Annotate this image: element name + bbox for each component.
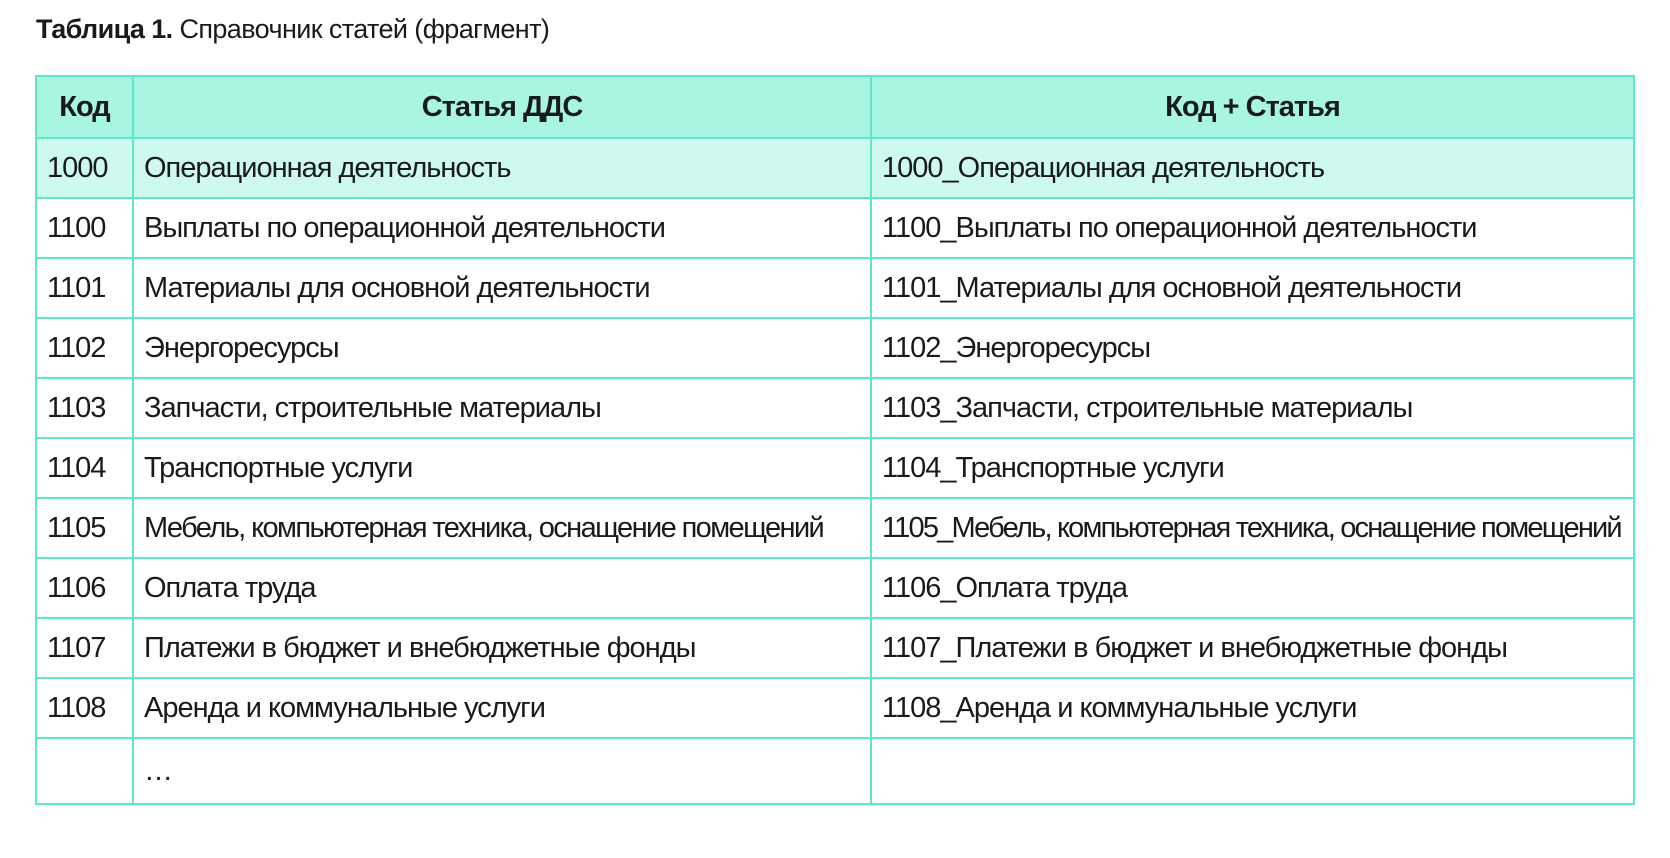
cell-article: Выплаты по операционной деятельности — [133, 198, 871, 258]
cell-code: 1100 — [36, 198, 133, 258]
header-article: Статья ДДС — [133, 76, 871, 138]
cell-code: 1102 — [36, 318, 133, 378]
cell-combined: 1108_Аренда и коммунальные услуги — [871, 678, 1634, 738]
cell-combined: 1000_Операционная деятельность — [871, 138, 1634, 198]
caption-text: Справочник статей (фрагмент) — [179, 14, 550, 44]
cell-combined: 1104_Транспортные услуги — [871, 438, 1634, 498]
header-code: Код — [36, 76, 133, 138]
table-row-ellipsis — [36, 738, 1634, 804]
cell-code: 1107 — [36, 618, 133, 678]
cell-code: 1101 — [36, 258, 133, 318]
cell-combined: 1106_Оплата труда — [871, 558, 1634, 618]
cell-article: Платежи в бюджет и внебюджетные фонды — [133, 618, 871, 678]
cell-article: Материалы для основной деятельности — [133, 258, 871, 318]
table-row — [36, 438, 1634, 498]
cell-article: Транспортные услуги — [133, 438, 871, 498]
table-row — [36, 318, 1634, 378]
cell-code-empty — [36, 738, 133, 804]
cell-code: 1108 — [36, 678, 133, 738]
cell-code: 1104 — [36, 438, 133, 498]
cell-combined: 1101_Материалы для основной деятельности — [871, 258, 1634, 318]
table-row — [36, 138, 1634, 198]
cell-combined: 1100_Выплаты по операционной деятельности — [871, 198, 1634, 258]
articles-table — [35, 75, 1635, 805]
cell-combined: 1102_Энергоресурсы — [871, 318, 1634, 378]
cell-code: 1000 — [36, 138, 133, 198]
table-row — [36, 618, 1634, 678]
cell-article: Запчасти, строительные материалы — [133, 378, 871, 438]
table-header-row — [36, 76, 1634, 138]
table-caption — [36, 14, 549, 45]
cell-article: Аренда и коммунальные услуги — [133, 678, 871, 738]
table-row — [36, 558, 1634, 618]
cell-code: 1105 — [36, 498, 133, 558]
table-row — [36, 378, 1634, 438]
cell-combined: 1105_Мебель, компьютерная техника, оснащение помещений — [871, 498, 1634, 558]
table-row — [36, 258, 1634, 318]
cell-code: 1103 — [36, 378, 133, 438]
table-row — [36, 678, 1634, 738]
cell-code: 1106 — [36, 558, 133, 618]
header-combined: Код + Статья — [871, 76, 1634, 138]
cell-article: Мебель, компьютерная техника, оснащение помещений — [133, 498, 871, 558]
caption-label: Таблица 1. — [36, 14, 173, 44]
cell-combined: 1107_Платежи в бюджет и внебюджетные фонды — [871, 618, 1634, 678]
cell-article: Оплата труда — [133, 558, 871, 618]
cell-article: Энергоресурсы — [133, 318, 871, 378]
cell-article: Операционная деятельность — [133, 138, 871, 198]
cell-combined-empty — [871, 738, 1634, 804]
table-row — [36, 198, 1634, 258]
table-container — [35, 75, 1633, 805]
ellipsis-cell — [133, 738, 871, 804]
cell-combined: 1103_Запчасти, строительные материалы — [871, 378, 1634, 438]
table-row — [36, 498, 1634, 558]
ellipsis-text: … — [144, 754, 177, 787]
